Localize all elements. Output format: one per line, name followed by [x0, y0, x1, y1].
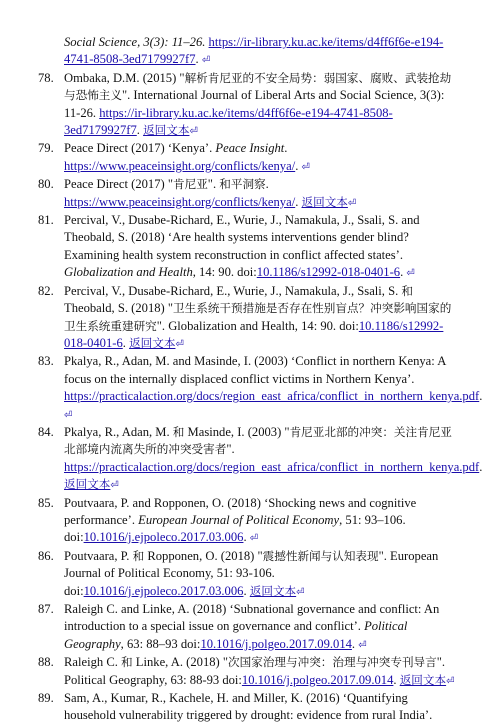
reference-item	[38, 140, 460, 176]
return-to-text-link[interactable]: 返回文本	[301, 194, 348, 209]
return-to-text-link[interactable]: 返回文本	[399, 672, 447, 687]
reference-text: Raleigh C. and Linke, A. (2018) ‘Subnational governance and conflict: An introduction to a special issue on governance and conflict’. Political Geography, 63: 88–93 doi:10.1016/j.polgeo.2017.09.014. ⏎	[64, 602, 440, 651]
reference-item	[38, 424, 483, 495]
reference-number: 87.	[38, 602, 54, 616]
reference-link[interactable]: 10.1186/s12992-018-0401-6	[256, 265, 401, 280]
reference-number: 85.	[38, 495, 54, 510]
reference-item	[38, 70, 460, 141]
return-mark-icon[interactable]: ⏎	[406, 268, 415, 280]
return-mark-icon[interactable]: ⏎	[296, 586, 305, 598]
reference-text: Peace Direct (2017) ‘Kenya’. Peace Insight. https://www.peaceinsight.org/conflicts/kenya/. ⏎	[64, 141, 310, 173]
reference-link[interactable]: https://www.peaceinsight.org/conflicts/kenya/	[64, 194, 296, 209]
reference-link[interactable]: https://ir-library.ku.ac.ke/items/d4ff6f6e-e194-4741-8508-3ed7179927f7	[64, 105, 393, 138]
reference-item	[38, 176, 460, 212]
reference-item	[38, 601, 460, 654]
reference-continuation: Social Science, 3(3): 11–26. https://ir-library.ku.ac.ke/items/d4ff6f6e-e194-4741-8508-3ed7179927f7. ⏎	[64, 35, 444, 67]
return-mark-icon[interactable]: ⏎	[110, 480, 119, 492]
reference-text: Peace Direct (2017) "肯尼亚". 和平洞察. https://www.peaceinsight.org/conflicts/kenya/. 返回文本⏎	[64, 177, 357, 209]
reference-number: 79.	[38, 141, 54, 156]
reference-link[interactable]: 10.1016/j.polgeo.2017.09.014	[200, 636, 352, 651]
return-mark-icon[interactable]: ⏎	[64, 409, 73, 421]
reference-number: 83.	[38, 354, 54, 369]
return-mark-icon[interactable]: ⏎	[175, 338, 184, 350]
reference-number: 89.	[38, 691, 54, 706]
return-mark-icon[interactable]: ⏎	[249, 533, 259, 545]
reference-item	[38, 495, 460, 548]
reference-item	[38, 283, 460, 354]
reference-text: Raleigh C. 和 Linke, A. (2018) "次国家治理与冲突：治理与冲突专刊导言". Political Geography, 63: 88-93 doi:10.1016/j.polgeo.2017.09.014. 返回文本⏎	[64, 655, 455, 687]
reference-number: 86.	[38, 548, 54, 563]
reference-link[interactable]: 10.1016/j.polgeo.2017.09.014	[241, 672, 394, 687]
reference-link[interactable]: 10.1016/j.ejpoleco.2017.03.006	[83, 530, 244, 545]
reference-text: Poutvaara, P. and Ropponen, O. (2018) ‘Shocking news and cognitive performance’. European Journal of Political Economy, 51: 93–106. doi:10.1016/j.ejpoleco.2017.03.006. ⏎	[64, 495, 417, 545]
return-mark-icon[interactable]: ⏎	[201, 55, 211, 67]
reference-item	[38, 353, 483, 424]
reference-number: 82.	[38, 283, 54, 298]
reference-text: Sam, A., Kumar, R., Kachele, H. and Miller, K. (2016) ‘Quantifying household vulnerability triggered by drought: evidence from rural India’.	[64, 691, 433, 723]
reference-number: 84.	[38, 424, 54, 439]
return-mark-icon[interactable]: ⏎	[347, 197, 357, 209]
return-to-text-link[interactable]: 返回文本	[64, 477, 111, 492]
reference-list	[38, 70, 483, 725]
reference-item	[38, 690, 460, 725]
reference-text: Ombaka, D.M. (2015) "解析肯尼亚的不安全局势：弱国家、腐败、武装抢劫与恐怖主义". International Journal of Liberal Arts and Social Science, 3(3): 11-26. https://ir-library.ku.ac.ke/items/d4ff6f6e-e194-4741-8508-3ed7179927f7. 返回文本⏎	[64, 70, 452, 138]
reference-text: Poutvaara, P. 和 Ropponen, O. (2018) "震撼性新闻与认知表现". European Journal of Political Economy, 51: 93-106. doi:10.1016/j.ejpoleco.2017.03.006. 返回文本⏎	[64, 548, 439, 598]
continuation-link[interactable]: https://ir-library.ku.ac.ke/items/d4ff6f6e-e194-4741-8508-3ed7179927f7	[64, 35, 444, 67]
return-mark-icon[interactable]: ⏎	[358, 639, 367, 651]
reference-link[interactable]: https://practicalaction.org/docs/region_east_africa/conflict_in_northern_kenya.pdf	[64, 459, 480, 474]
return-to-text-link[interactable]: 返回文本	[249, 583, 297, 598]
reference-number: 80.	[38, 177, 54, 192]
reference-number: 78.	[38, 70, 54, 85]
reference-text: Pkalya, R., Adan, M. and Masinde, I. (2003) ‘Conflict in northern Kenya: A focus on the internally displaced conflict victims in Northern Kenya’. https://practicalaction.org/docs/region_east_africa/conflict_in_northern_kenya.pdf. ⏎	[64, 354, 483, 421]
reference-text: Pkalya, R., Adan, M. 和 Masinde, I. (2003) "肯尼亚北部的冲突：关注肯尼亚北部境内流离失所的冲突受害者". https://practicalaction.org/docs/region_east_africa/conflict_in_northern_kenya.pdf. 返回文本⏎	[64, 424, 483, 492]
reference-text: Percival, V., Dusabe-Richard, E., Wurie, J., Namakula, J., Ssali, S. and Theobald, S. (2018) ‘Are health systems interventions gender blind? Examining health system reconstruction in conflict affected states’. Globalization and Health, 14: 90. doi:10.1186/s12992-018-0401-6. ⏎	[64, 213, 420, 280]
return-to-text-link[interactable]: 返回文本	[129, 335, 176, 350]
reference-number: 88.	[38, 655, 54, 670]
reference-item	[38, 212, 460, 283]
return-mark-icon[interactable]: ⏎	[189, 126, 198, 138]
return-mark-icon[interactable]: ⏎	[446, 675, 455, 687]
reference-text: Percival, V., Dusabe-Richard, E., Wurie, J., Namakula, J., Ssali, S. 和 Theobald, S. (2018) "卫生系统干预措施是否存在性别盲点？冲突影响国家的卫生系统重建研究". Globalization and Health, 14: 90. doi:10.1186/s12992-018-0401-6. 返回文本⏎	[64, 283, 452, 350]
reference-link[interactable]: https://www.peaceinsight.org/conflicts/kenya/	[64, 158, 296, 173]
reference-link[interactable]: https://practicalaction.org/docs/region_east_africa/conflict_in_northern_kenya.pdf	[64, 389, 480, 404]
return-to-text-link[interactable]: 返回文本	[143, 123, 190, 138]
reference-item	[38, 654, 460, 690]
continuation-text: Social Science, 3(3): 11–26.	[64, 35, 209, 49]
reference-number: 81.	[38, 213, 54, 228]
return-mark-icon[interactable]: ⏎	[301, 161, 310, 173]
reference-link[interactable]: 10.1186/s12992-018-0401-6	[64, 318, 444, 350]
reference-item	[38, 548, 460, 601]
reference-link[interactable]: 10.1016/j.ejpoleco.2017.03.006	[83, 583, 244, 598]
